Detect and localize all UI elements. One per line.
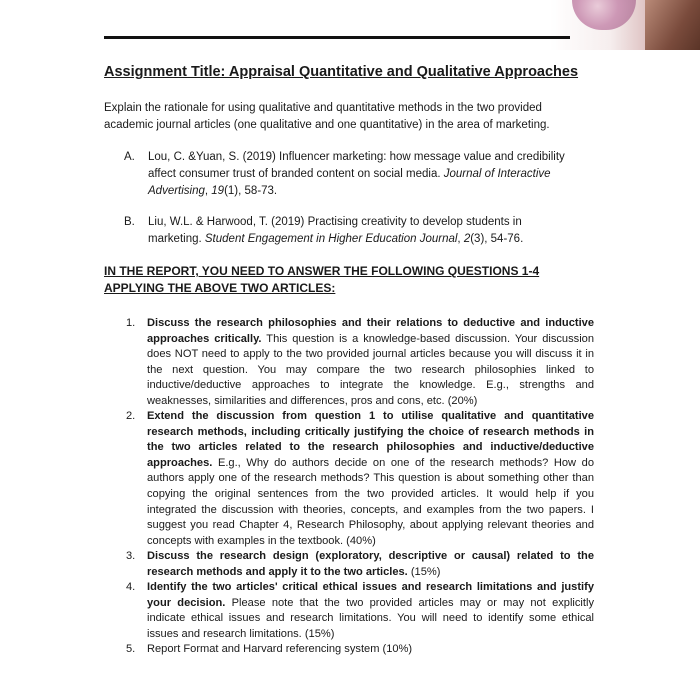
question-number: 5. — [126, 643, 136, 656]
intro-paragraph: Explain the rationale for using qualitative and quantitative methods in the two provided academic journal articles (one qualitative and one quantitative) in the area of marketing. — [104, 102, 550, 131]
question-bold-text: Discuss the research design (exploratory, descriptive or causal) related to the research methods and apply it to the two articles. — [147, 550, 594, 578]
question-bold-text: Extend the discussion from question 1 to utilise qualitative and quantitative research methods, including critically justifying the choice of research methods in the two articles related to the research philosophies and inductive/deductive approaches. — [147, 410, 594, 469]
question-text — [147, 580, 594, 642]
reference-text: Liu, W.L. & Harwood, T. (2019) Practising creativity to develop students in marketing. — [148, 216, 522, 245]
question-item — [126, 316, 594, 409]
reference-volume: 19 — [211, 185, 225, 197]
question-text — [147, 549, 594, 580]
reference-body — [148, 149, 574, 200]
reference-comma: , — [204, 185, 212, 197]
question-rest-text: (15%) — [407, 565, 441, 578]
reference-b — [124, 214, 574, 248]
question-rest-text: Please note that the two provided articles may or may not explicitly indicate ethical issues and research limitations. You will need to identify some ethical issues and research limitations. (15%) — [147, 596, 594, 640]
question-text — [147, 409, 594, 549]
question-item — [126, 580, 594, 642]
reference-letter: B. — [124, 216, 135, 228]
question-item — [126, 549, 594, 580]
assignment-title: Assignment Title: Appraisal Quantitative and Qualitative Approaches — [104, 64, 579, 80]
question-number: 2. — [126, 410, 136, 423]
reference-volume: 2 — [463, 233, 471, 245]
question-item — [126, 409, 594, 549]
reference-journal: Student Engagement in Higher Education Journal — [204, 233, 458, 245]
photo-hair — [645, 0, 700, 50]
corner-photo-fragment — [550, 0, 700, 50]
question-rest-text: This question is a knowledge-based discussion. Your discussion does NOT need to apply to the two provided journal articles because you will discuss it in the next question. You may compare the two research philosophies linked to inductive/deductive approaches to integrate the knowledge. E.g., strengths and weaknesses, similarities and differences, pros and cons, etc. (20%) — [147, 332, 595, 407]
question-item — [126, 642, 594, 658]
reference-journal: Journal of Interactive Advertising — [148, 168, 551, 197]
question-bold-text: Discuss the research philosophies and their relations to deductive and inductive approaches critically. — [147, 317, 594, 345]
question-text — [147, 316, 594, 409]
reference-issue-pages: (3), 54-76. — [470, 233, 524, 245]
question-number: 3. — [126, 550, 136, 563]
reference-text: Lou, C. &Yuan, S. (2019) Influencer marketing: how message value and credibility affect consumer trust of branded content on social media. — [148, 151, 565, 180]
reference-comma: , — [457, 233, 464, 245]
question-rest-text: Report Format and Harvard referencing system (10%) — [147, 643, 413, 656]
question-rest-text: E.g., Why do authors decide on one of the research methods? How do authors apply one of the research methods? This question is about something other than copying the original sentences from the two provided articles. It would help if you integrated the discussion with theories, concepts, and examples from the two papers. I suggest you read Chapter 4, Research Philosophy, about applying relevant theories and concepts with examples in the textbook. (40%) — [147, 456, 594, 547]
questions-list — [126, 316, 594, 658]
reference-letter: A. — [124, 151, 135, 163]
question-number: 4. — [126, 581, 136, 594]
question-number: 1. — [126, 317, 136, 329]
reference-a — [124, 149, 574, 200]
photo-patch — [572, 0, 636, 30]
questions-heading: IN THE REPORT, YOU NEED TO ANSWER THE FOLLOWING QUESTIONS 1-4 APPLYING THE ABOVE TWO ARTICLES: — [104, 264, 540, 295]
header-rule — [104, 36, 570, 39]
reference-issue-pages: (1), 58-73. — [224, 185, 278, 197]
reference-body — [148, 214, 574, 248]
question-bold-text: Identify the two articles' critical ethical issues and research limitations and justify your decision. — [147, 581, 594, 609]
question-text — [147, 642, 594, 658]
